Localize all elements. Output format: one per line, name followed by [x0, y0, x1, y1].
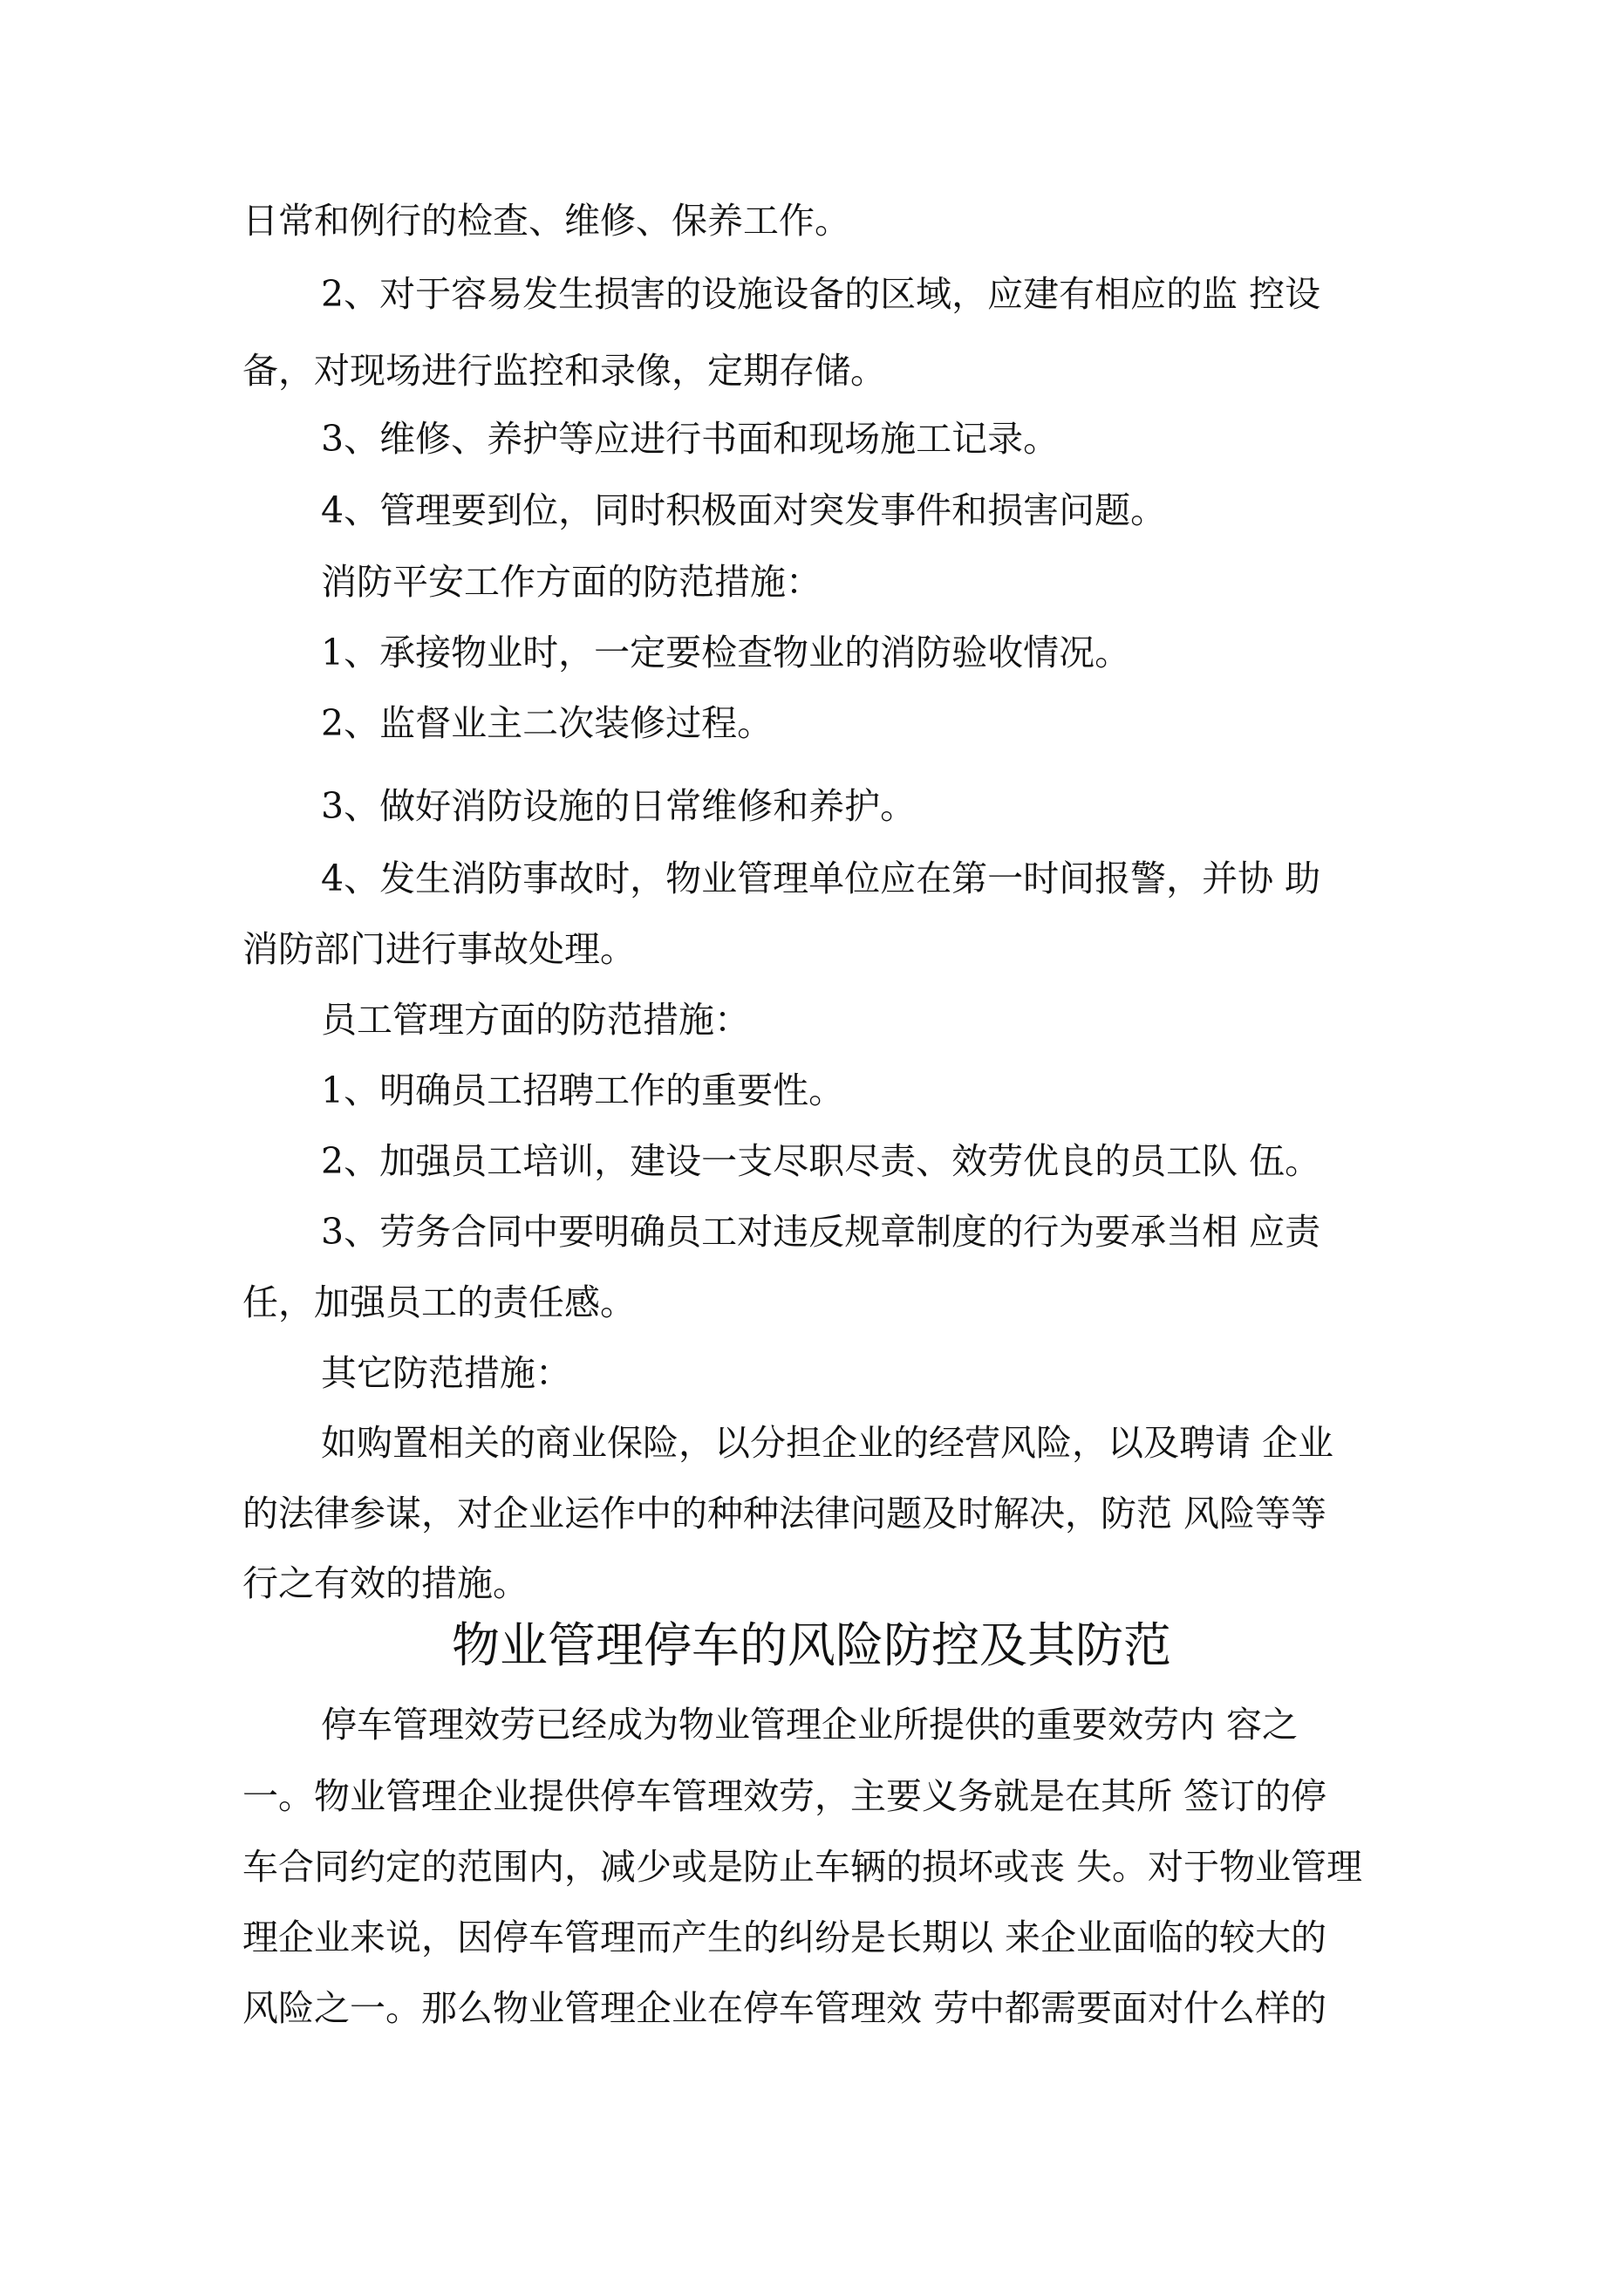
- paragraph-line: 备，对现场进行监控和录像，定期存储。: [242, 350, 886, 392]
- paragraph-line: 2、加强员工培训，建设一支尽职尽责、效劳优良的员工队 伍。: [321, 1140, 1321, 1182]
- paragraph-line: 3、做好消防设施的日常维修和养护。: [321, 785, 917, 827]
- section-heading: 消防平安工作方面的防范措施：: [321, 561, 822, 603]
- paragraph-line: 日常和例行的检查、维修、保养工作。: [242, 200, 850, 242]
- paragraph-line: 3、劳务合同中要明确员工对违反规章制度的行为要承当相 应责: [321, 1211, 1321, 1253]
- paragraph-line: 行之有效的措施。: [242, 1562, 528, 1604]
- paragraph-line: 一。物业管理企业提供停车管理效劳，主要义务就是在其所 签订的停: [242, 1775, 1327, 1817]
- paragraph-line: 2、监督业主二次装修过程。: [321, 702, 774, 744]
- paragraph-line: 4、发生消防事故时，物业管理单位应在第一时间报警，并协 助: [321, 858, 1321, 899]
- paragraph-line: 风险之一。那么物业管理企业在停车管理效 劳中都需要面对什么样的: [242, 1987, 1327, 2029]
- paragraph-line: 4、管理要到位，同时积极面对突发事件和损害问题。: [321, 489, 1167, 531]
- section-heading: 员工管理方面的防范措施：: [321, 999, 750, 1041]
- section-heading: 其它防范措施：: [321, 1352, 571, 1394]
- paragraph-line: 车合同约定的范围内，减少或是防止车辆的损坏或丧 失。对于物业管理: [242, 1846, 1363, 1888]
- paragraph-line: 任，加强员工的责任感。: [242, 1281, 636, 1323]
- paragraph-line: 2、对于容易发生损害的设施设备的区域，应建有相应的监 控设: [321, 273, 1321, 315]
- paragraph-line: 1、明确员工招聘工作的重要性。: [321, 1069, 845, 1111]
- paragraph-line: 1、承接物业时，一定要检查物业的消防验收情况。: [321, 632, 1131, 673]
- paragraph-line: 如购置相关的商业保险，以分担企业的经营风险，以及聘请 企业: [321, 1422, 1334, 1464]
- paragraph-line: 的法律参谋，对企业运作中的种种法律问题及时解决，防范 风险等等: [242, 1493, 1327, 1534]
- paragraph-line: 消防部门进行事故处理。: [242, 928, 636, 970]
- paragraph-line: 停车管理效劳已经成为物业管理企业所提供的重要效劳内 容之: [321, 1704, 1299, 1746]
- paragraph-line: 理企业来说，因停车管理而产生的纠纷是长期以 来企业面临的较大的: [242, 1917, 1327, 1958]
- paragraph-line: 3、维修、养护等应进行书面和现场施工记录。: [321, 418, 1060, 460]
- section-title: 物业管理停车的风险防控及其防范: [451, 1617, 1171, 1673]
